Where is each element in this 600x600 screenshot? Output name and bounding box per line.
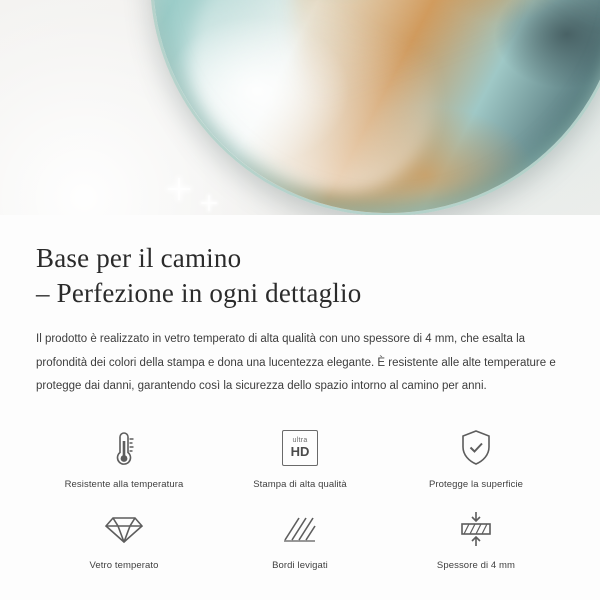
feature-item-surface-protection [388, 425, 564, 490]
glass-plate-image [150, 0, 600, 215]
thermometer-icon [109, 425, 139, 471]
feature-item-thickness [388, 506, 564, 571]
ultra-hd-icon [282, 425, 318, 471]
ultra-hd-badge-bottom: HD [290, 444, 310, 460]
feature-item-polished-edges [212, 506, 388, 571]
feature-label: Spessore di 4 mm [436, 559, 516, 571]
feature-label: Stampa di alta qualità [253, 478, 347, 490]
feature-item-temperature [36, 425, 212, 490]
feature-label: Bordi levigati [272, 559, 328, 571]
thickness-arrows-icon [456, 506, 496, 552]
diamond-icon [104, 506, 144, 552]
ultra-hd-badge-top: ultra [292, 437, 308, 445]
title-line-1: Base per il camino [36, 243, 242, 273]
feature-label: Resistente alla temperatura [64, 478, 184, 490]
title-line-2: – Perfezione in ogni dettaglio [36, 277, 362, 308]
polished-edges-icon [281, 506, 319, 552]
hero-image [0, 0, 600, 215]
product-description: Il prodotto è realizzato in vetro temperato di alta qualità con uno spessore di 4 mm, che esalta la profondità dei colori della stampa e dona una lucentezza elegante. È resistente alle alte temperature e protegge dai danni, garantendo così la sicurezza dello spazio intorno al camino per anni. [36, 333, 556, 393]
feature-label: Protegge la superficie [428, 478, 524, 490]
shield-check-icon [458, 425, 494, 471]
page-title [36, 241, 564, 310]
feature-label: Vetro temperato [89, 559, 159, 571]
content-block [0, 215, 600, 571]
feature-item-tempered-glass [36, 506, 212, 571]
feature-grid [36, 425, 564, 571]
feature-item-print-quality [212, 425, 388, 490]
